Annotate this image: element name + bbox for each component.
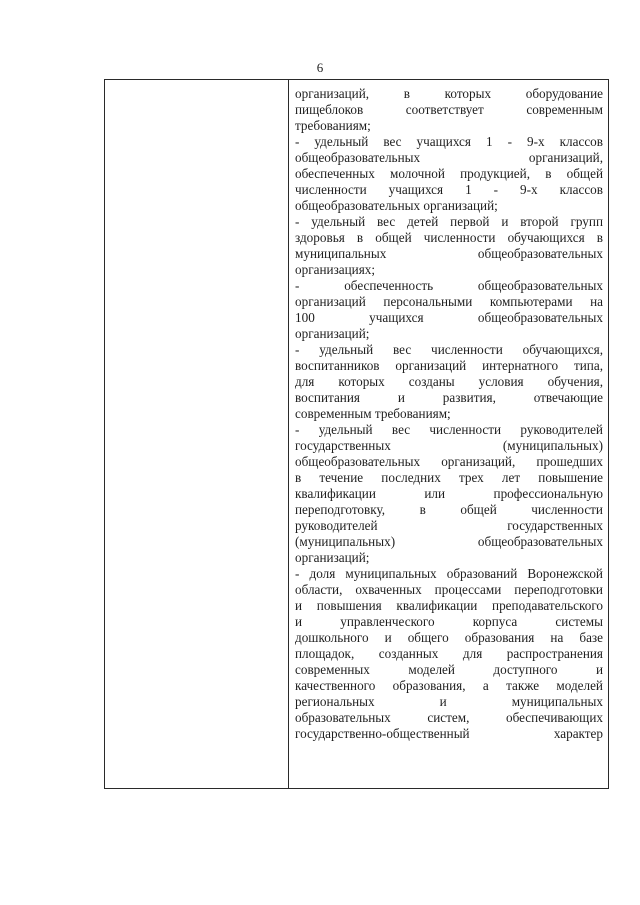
text-line: - удельный вес детей первой и второй групп: [295, 214, 603, 229]
text-line: государственно-общественный характер: [295, 726, 603, 741]
text-line: здоровья в общей численности обучающихся в: [295, 230, 603, 245]
text-line: современных моделей доступного и: [295, 662, 603, 677]
text-line: пищеблоков соответствует современным: [295, 102, 603, 117]
text-line: переподготовку, в общей численности: [295, 502, 603, 517]
text-line: и управленческого корпуса системы: [295, 614, 603, 629]
text-line: общеобразовательных организаций, прошедших: [295, 454, 603, 469]
document-table: [104, 79, 609, 789]
text-line: организаций;: [295, 326, 370, 341]
text-line: площадок, созданных для распространения: [295, 646, 603, 661]
text-line: - удельный вес численности руководителей: [295, 422, 603, 437]
text-line: и повышения квалификации преподавательского: [295, 598, 603, 613]
text-line: качественного образования, а также моделей: [295, 678, 603, 693]
table-left-cell: [105, 80, 288, 788]
text-line: - доля муниципальных образований Воронежской: [295, 566, 603, 581]
text-line: (муниципальных) общеобразовательных: [295, 534, 603, 549]
text-line: - обеспеченность общеобразовательных: [295, 278, 603, 293]
text-line: воспитанников организаций интернатного типа,: [295, 358, 603, 373]
table-column-divider: [288, 80, 289, 788]
text-line: - удельный вес численности обучающихся,: [295, 342, 603, 357]
text-line: для которых созданы условия обучения,: [295, 374, 603, 389]
text-line: 100 учащихся общеобразовательных: [295, 310, 603, 325]
text-line: требованиям;: [295, 118, 371, 133]
text-line: образовательных систем, обеспечивающих: [295, 710, 603, 725]
text-line: области, охваченных процессами переподготовки: [295, 582, 603, 597]
text-line: руководителей государственных: [295, 518, 603, 533]
text-line: обеспеченных молочной продукцией, в общей: [295, 166, 603, 181]
text-line: организаций;: [295, 550, 370, 565]
text-line: - удельный вес учащихся 1 - 9-х классов: [295, 134, 603, 149]
text-line: численности учащихся 1 - 9-х классов: [295, 182, 603, 197]
text-line: современным требованиям;: [295, 406, 451, 421]
text-line: организаций персональными компьютерами на: [295, 294, 603, 309]
text-line: региональных и муниципальных: [295, 694, 603, 709]
text-line: в течение последних трех лет повышение: [295, 470, 603, 485]
text-line: государственных (муниципальных): [295, 438, 603, 453]
table-right-cell: [295, 86, 603, 742]
text-line: дошкольного и общего образования на базе: [295, 630, 603, 645]
text-line: муниципальных общеобразовательных: [295, 246, 603, 261]
text-line: воспитания и развития, отвечающие: [295, 390, 603, 405]
page-number: 6: [316, 60, 324, 75]
text-line: организациях;: [295, 262, 376, 277]
text-line: общеобразовательных организаций;: [295, 198, 498, 213]
text-line: общеобразовательных организаций,: [295, 150, 603, 165]
text-line: организаций, в которых оборудование: [295, 86, 603, 101]
text-line: квалификации или профессиональную: [295, 486, 603, 501]
